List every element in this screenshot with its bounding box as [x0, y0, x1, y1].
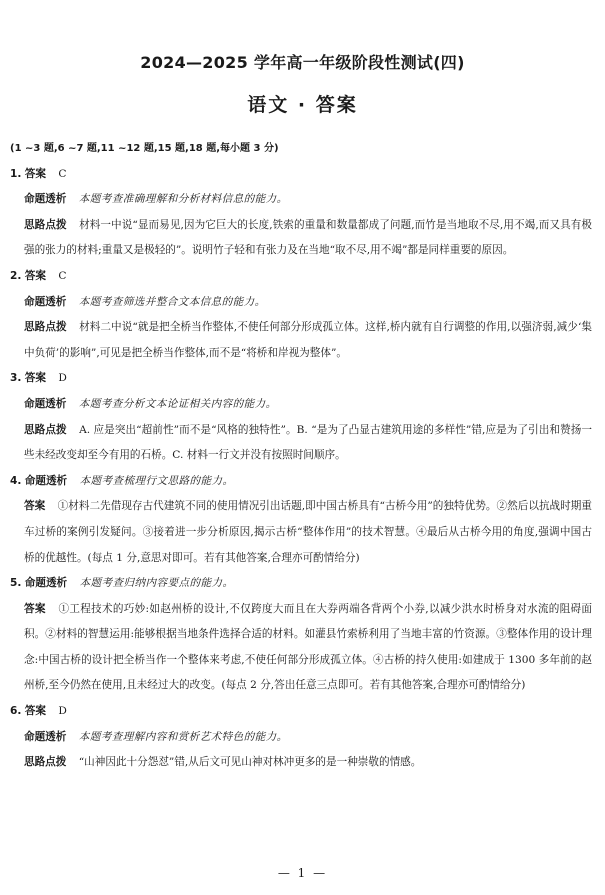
q3-answer-line	[10, 366, 592, 392]
q1-answer-line	[10, 162, 592, 188]
q1-answer: C	[58, 167, 67, 180]
q2-hint-paragraph	[10, 315, 592, 366]
q6-hint: “山神因此十分怨怼”错,从后文可见山神对林冲更多的是一种崇敬的情感。	[78, 756, 422, 769]
q5-analysis: 本题考查归纳内容要点的能力。	[79, 577, 234, 590]
analysis-label: 命题透析	[24, 193, 67, 206]
analysis-label: 命题透析	[24, 474, 68, 487]
q2-analysis: 本题考查筛选并整合文本信息的能力。	[78, 295, 266, 308]
q5-answer-paragraph	[10, 597, 592, 699]
q2-analysis-line	[10, 290, 592, 316]
q2-hint: 材料二中说“就是把全桥当作整体,不使任何部分形成孤立体。这样,桥内就有自行调整的作用,以强济弱,减少‘集中负荷’的影响”,可见是把全桥当作整体,而不是“将桥和岸视为整体”。	[24, 321, 592, 359]
q1-hint: 材料一中说“显而易见,因为它巨大的长度,铁索的重量和数量都成了问题,而竹是当地取不尽,用不竭,而又具有极强的张力的材料;重量又是极轻的”。说明竹子轻和有张力及在当地“取不尽,用不竭”都是同样重要的原因。	[24, 218, 592, 257]
q1-number: 1.	[10, 167, 22, 180]
analysis-label: 命题透析	[24, 397, 67, 410]
q2-answer-line	[10, 264, 592, 290]
q3-hint-paragraph	[10, 418, 592, 469]
hint-label: 思路点拨	[24, 756, 67, 769]
q5-number: 5.	[10, 577, 22, 590]
q4-analysis: 本题考查梳理行文思路的能力。	[79, 474, 234, 487]
hint-label: 思路点拨	[24, 423, 67, 436]
document-subtitle: 语文 · 答案	[247, 94, 358, 116]
analysis-label: 命题透析	[24, 577, 68, 590]
q1-analysis: 本题考查准确理解和分析材料信息的能力。	[78, 193, 288, 206]
scoring-note: (1 ~3 题,6 ~7 题,11 ~12 题,15 题,18 题,每小题 3 分)	[10, 143, 279, 154]
answer-label: 答案	[24, 705, 46, 718]
analysis-label: 命题透析	[24, 295, 67, 308]
q1-analysis-line	[10, 187, 592, 213]
q6-answer: D	[58, 705, 67, 718]
page-number: — 1 —	[277, 866, 328, 880]
answer-label: 答案	[24, 269, 46, 282]
q6-answer-line	[10, 699, 592, 725]
q6-analysis-line	[10, 725, 592, 751]
q2-number: 2.	[10, 269, 22, 282]
q4-answer-paragraph	[10, 494, 592, 571]
answer-content	[10, 136, 592, 776]
q3-analysis: 本题考查分析文本论证相关内容的能力。	[78, 397, 277, 410]
q6-hint-paragraph	[10, 750, 592, 776]
answer-label: 答案	[24, 167, 46, 180]
hint-label: 思路点拨	[24, 218, 67, 231]
q5-analysis-line	[10, 571, 592, 597]
q1-hint-paragraph	[10, 213, 592, 264]
q5-answer: ①工程技术的巧妙:如赵州桥的设计,不仅跨度大而且在大券两端各背两个小券,以减少洪水时桥身对水流的阻碍面积。②材料的智慧运用:能够根据当地条件选择合适的材料。如灌县竹索桥利用了当地丰富的竹资源。③整体作用的设计理念:中国古桥的设计把全桥当作一个整体来考虑,不使任何部分形成孤立体。④古桥的持久使用:如建成于 1300 多年前的赵州桥,至今仍然在使用,且未经过大的改变。(每点 2 分,答出任意三点即可。若有其他答案,合理亦可酌情给分)	[24, 602, 592, 692]
q3-number: 3.	[10, 372, 22, 385]
q6-analysis: 本题考查理解内容和赏析艺术特色的能力。	[78, 730, 288, 743]
q3-hint: A. 应是突出“超前性”而不是“风格的独特性”。B. “是为了凸显古建筑用途的多样性”错,应是为了引出和赞扬一些未经改变却至今有用的石桥。C. 材料一行文并没有按照时间顺序。	[24, 423, 593, 462]
hint-label: 思路点拨	[24, 321, 67, 334]
answer-label: 答案	[24, 602, 46, 615]
q2-answer: C	[58, 269, 67, 282]
q4-number: 4.	[10, 474, 22, 487]
q6-number: 6.	[10, 705, 22, 718]
answer-label: 答案	[24, 500, 46, 513]
q3-analysis-line	[10, 392, 592, 418]
analysis-label: 命题透析	[24, 730, 67, 743]
answer-label: 答案	[24, 372, 46, 385]
document-title: 2024—2025 学年高一年级阶段性测试(四)	[140, 53, 465, 72]
q4-answer: ①材料二先借现存古代建筑不同的使用情况引出话题,即中国古桥具有“古桥今用”的独特优势。②然后以抗战时期重车过桥的案例引发疑问。③接着进一步分析原因,揭示古桥“整体作用”的技术智慧。④最后从古桥今用的角度,强调中国古桥的优越性。(每点 1 分,意思对即可。若有其他答案,合理亦可酌情给分)	[24, 500, 592, 564]
q3-answer: D	[58, 372, 67, 385]
q4-analysis-line	[10, 469, 592, 495]
